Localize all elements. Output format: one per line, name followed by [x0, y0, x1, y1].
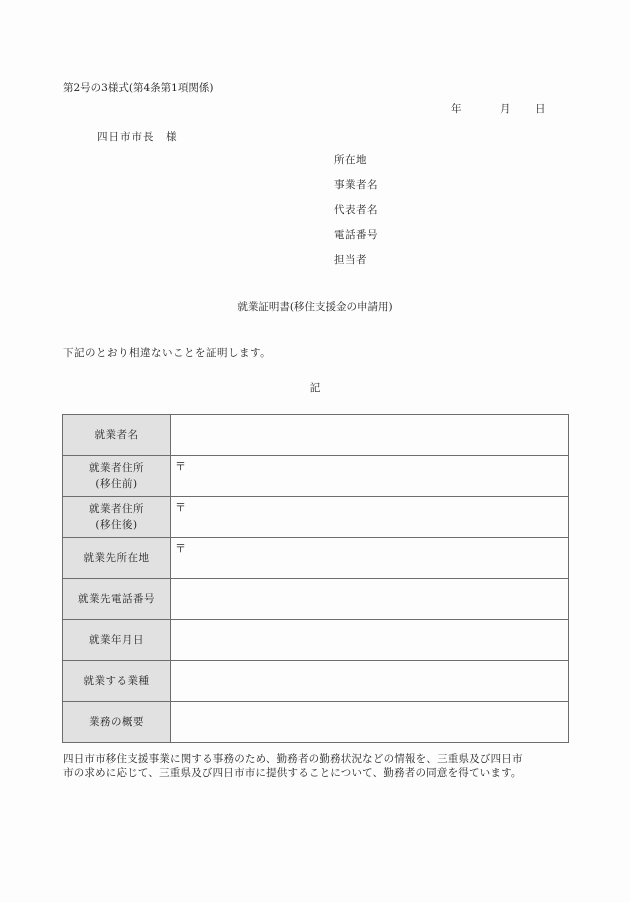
sender-company-label: 事業者名 — [334, 179, 378, 191]
sender-address-label: 所在地 — [334, 154, 367, 166]
form-number: 第2号の3様式(第4条第1項関係) — [63, 82, 214, 94]
row-label: 就業者住所 (移住後) — [63, 497, 171, 538]
ki-heading: 記 — [309, 382, 321, 394]
row-label: 就業年月日 — [63, 620, 171, 661]
postal-mark-icon: 〒 — [175, 460, 186, 473]
postal-mark-icon: 〒 — [175, 501, 186, 514]
postal-mark-icon: 〒 — [175, 542, 186, 555]
table-row — [63, 415, 569, 456]
industry-field[interactable] — [171, 661, 569, 702]
sender-representative-label: 代表者名 — [334, 204, 378, 216]
table-row — [63, 620, 569, 661]
employee-address-after-field[interactable] — [171, 497, 569, 538]
date-month: 月 — [500, 103, 511, 115]
table-row — [63, 702, 569, 743]
employee-address-before-field[interactable] — [171, 456, 569, 497]
date-day: 日 — [535, 103, 546, 115]
workplace-phone-field[interactable] — [171, 579, 569, 620]
table-row — [63, 497, 569, 538]
addressee: 四日市市長 様 — [97, 131, 178, 143]
row-label: 業務の概要 — [63, 702, 171, 743]
table-row — [63, 661, 569, 702]
document-title: 就業証明書(移住支援金の申請用) — [237, 301, 393, 313]
employment-date-field[interactable] — [171, 620, 569, 661]
employment-info-table — [62, 414, 569, 743]
row-label: 就業する業種 — [63, 661, 171, 702]
employee-name-field[interactable] — [171, 415, 569, 456]
date-year: 年 — [451, 103, 462, 115]
consent-note-line: 市の求めに応じて、三重県及び四日市市に提供することについて、勤務者の同意を得ています。 — [63, 767, 522, 779]
table-row — [63, 579, 569, 620]
sender-contact-label: 担当者 — [334, 254, 367, 266]
row-label: 就業者住所 (移住前) — [63, 456, 171, 497]
row-label: 就業者名 — [63, 415, 171, 456]
table-row — [63, 456, 569, 497]
table-row — [63, 538, 569, 579]
consent-note — [63, 752, 523, 780]
consent-note-line: 四日市市移住支援事業に関する事務のため、勤務者の勤務状況などの情報を、三重県及び四日市 — [63, 753, 523, 765]
job-summary-field[interactable] — [171, 702, 569, 743]
row-label: 就業先電話番号 — [63, 579, 171, 620]
certification-statement: 下記のとおり相違ないことを証明します。 — [63, 347, 272, 359]
sender-phone-label: 電話番号 — [334, 229, 378, 241]
row-label: 就業先所在地 — [63, 538, 171, 579]
workplace-address-field[interactable] — [171, 538, 569, 579]
